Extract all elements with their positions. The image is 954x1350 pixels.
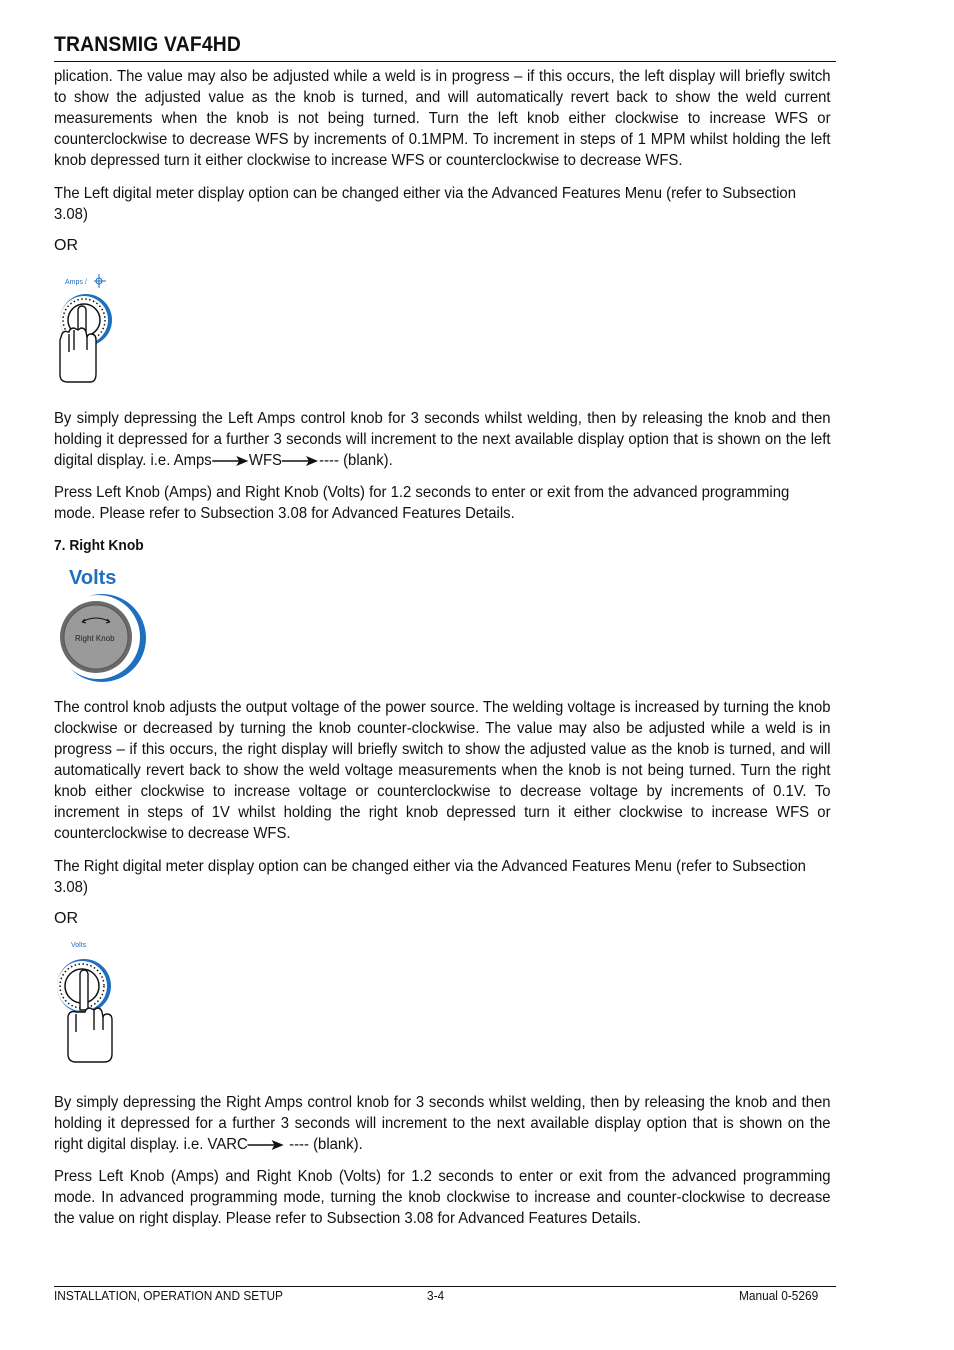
left-knob-label: Amps /: [65, 279, 87, 286]
arrow-right-icon: [282, 455, 319, 467]
text-part: ---- (blank).: [319, 452, 393, 469]
or-label-1: OR: [54, 237, 78, 254]
text-part: WFS: [248, 452, 282, 469]
paragraph-right-display-option: The Right digital meter display option can be changed either via the Advanced Features Menu (refer to Subsection 3.08): [54, 858, 806, 896]
paragraph-right-knob-adjust: The control knob adjusts the output voltage of the power source. The welding voltage is increased by turning the knob clockwise or decreased by turning the knob counter-clockwise. The value may also be adjusted while a weld is in progress – if this occurs, the right display will briefly switch to show the adjusted value as the knob is turned, and will automatically revert back to show the weld voltage measurements when the knob is not being turned. Turn the right knob either clockwise to increase voltage or counterclockwise to decrease voltage by increments of 0.1V. To increment in steps of 1V whilst holding the right knob depressed turn it either clockwise to increase WFS or counterclockwise to decrease WFS.: [54, 699, 831, 842]
text-part: ---- (blank).: [285, 1136, 363, 1153]
arrow-right-icon: [212, 455, 249, 467]
volts-small-label: Volts: [71, 942, 87, 949]
paragraph-right-knob-depress: [54, 1092, 831, 1155]
footer-manual-number: Manual 0-5269: [739, 1289, 819, 1303]
section-heading-right-knob: 7. Right Knob: [54, 537, 144, 554]
or-label-2: OR: [54, 910, 78, 927]
paragraph-left-display-option: The Left digital meter display option can be changed either via the Advanced Features Menu (refer to Subsection 3.08): [54, 185, 796, 223]
footer-page-number: 3-4: [427, 1289, 445, 1303]
page-title: TRANSMIG VAF4HD: [54, 33, 242, 56]
right-knob-figure: [54, 562, 154, 684]
text-part: By simply depressing the Right Amps control knob for 3 seconds whilst welding, then by releasing the knob and then holding it depressed for a further 3 seconds will increment to the next available display option that is shown on the right digital display. i.e. VARC: [54, 1094, 831, 1153]
paragraph-advanced-mode-2: Press Left Knob (Amps) and Right Knob (Volts) for 1.2 seconds to enter or exit from the advanced programming mode. In advanced programming mode, turning the knob clockwise to increase and counter-clockwise to decrease the value on right display. Please refer to Subsection 3.08 for Advanced Features Details.: [54, 1168, 831, 1227]
paragraph-left-knob-depress: [54, 408, 831, 471]
footer-section-name: INSTALLATION, OPERATION AND SETUP: [54, 1289, 283, 1303]
wire-feed-icon: [94, 274, 106, 288]
footer-divider: [54, 1286, 836, 1287]
right-knob-press-figure: [54, 936, 118, 1066]
paragraph-advanced-mode-1: Press Left Knob (Amps) and Right Knob (Volts) for 1.2 seconds to enter or exit from the advanced programming mode. Please refer to Subsection 3.08 for Advanced Features Details.: [54, 484, 790, 522]
arrow-right-icon: [248, 1139, 285, 1151]
text-part: By simply depressing the Left Amps control knob for 3 seconds whilst welding, then by releasing the knob and then holding it depressed for a further 3 seconds will increment to the next available display option that is shown on the left digital display. i.e. Amps: [54, 410, 831, 469]
paragraph-left-knob-adjust: plication. The value may also be adjusted while a weld is in progress – if this occurs, the left display will briefly switch to show the adjusted value as the knob is turned, and will automatically revert back to show the weld current measurements when the knob is not being turned. Turn the left knob either clockwise to increase WFS or counterclockwise to decrease WFS by increments of 0.1MPM. To increment in steps of 1 MPM whilst holding the left knob depressed turn it either clockwise to increase WFS or counterclockwise to decrease WFS.: [54, 68, 831, 169]
header-divider: [54, 61, 836, 62]
left-knob-press-figure: [54, 270, 118, 386]
volts-title: Volts: [69, 567, 117, 589]
right-knob-label: Right Knob: [75, 634, 115, 643]
